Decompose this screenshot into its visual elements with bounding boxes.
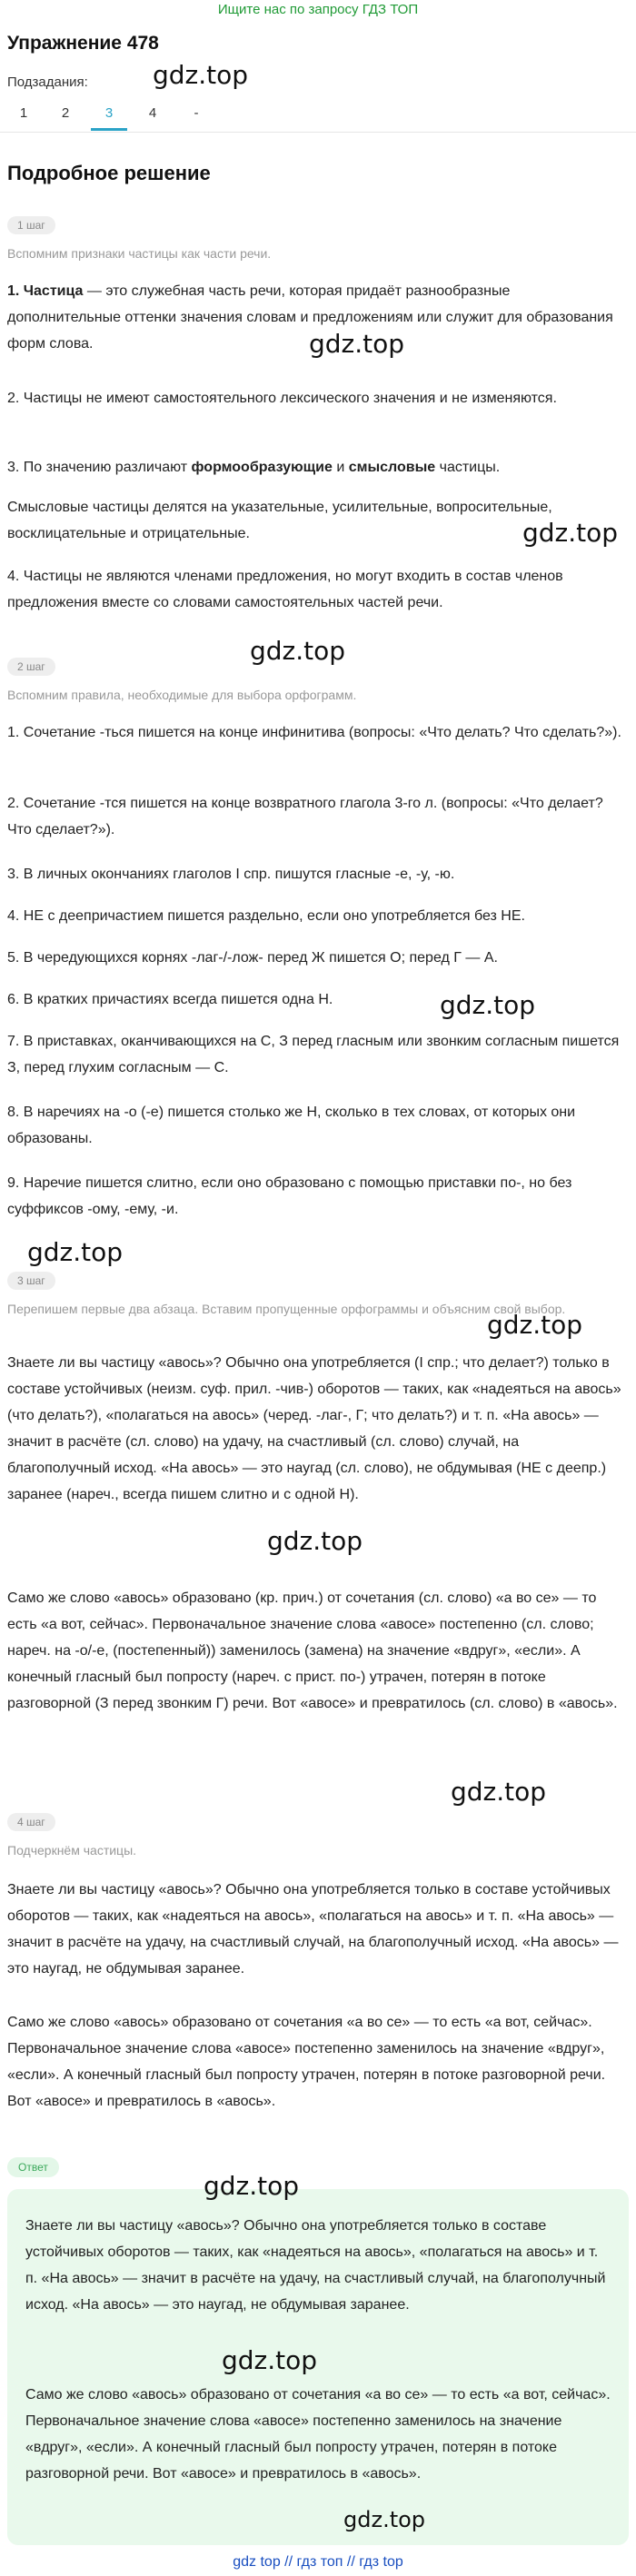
answer-badge: Ответ xyxy=(7,2157,59,2177)
footer-link[interactable]: гдз топ xyxy=(296,2554,343,2570)
step-description: Перепишем первые два абзаца. Вставим пропущенные орфограммы и объясним свой выбор. xyxy=(7,1302,566,1316)
footer-separator: // xyxy=(284,2554,293,2570)
step-description: Вспомним признаки частицы как части речи. xyxy=(7,246,272,261)
watermark: gdz.top xyxy=(487,1310,583,1340)
watermark: gdz.top xyxy=(440,990,536,1020)
subtask-tabs xyxy=(0,102,636,133)
step-4 xyxy=(7,1813,625,1860)
tab-2[interactable]: 2 xyxy=(61,105,70,121)
step2-rule-2: 2. Сочетание -тся пишется на конце возвратного глагола 3-го л. (вопросы: «Что делает? Что сделает?»). xyxy=(7,796,603,837)
step2-rule-4: 4. НЕ с деепричастием пишется раздельно, если оно употребляется без НЕ. xyxy=(7,908,525,924)
watermark: gdz.top xyxy=(204,2171,300,2201)
step2-rule-8: 8. В наречиях на -о (-е) пишется столько же Н, сколько в тех словах, от которых они образованы. xyxy=(7,1105,576,1146)
footer-link[interactable]: гдз top xyxy=(359,2554,403,2570)
step-1 xyxy=(7,216,625,263)
step2-rule-9: 9. Наречие пишется слитно, если оно образовано с помощью приставки по-, но без суффиксов -ому, -ему, -и. xyxy=(7,1175,572,1217)
answer-paragraph-1: Знаете ли вы частицу «авось»? Обычно она употребляется только в составе устойчивых оборотов — таких, как «надеяться на авось», «полагаться на авось» и т. п. «На авось» — значит в расчёте на удачу, на счастливый случай, на благополучный исход. «На авось» — это наугад, не обдумывая заранее. xyxy=(25,2218,606,2313)
step3-paragraph-1: Знаете ли вы частицу «авось»? Обычно она употребляется (I спр.; что делает?) только в составе устойчивых (неизм. суф. прил. -чив-) оборотов — таких, как «надеяться на авось» (что делать?), «полагаться на авось» (черед. -лаг-, Г; что делать?) и т. п. «На авось» — значит в расчёте (сл. слово) на удачу, на счастливый (сл. слово) случай, на благополучный исход. «На авось» — это наугад (сл. слово), не обдумывая (НЕ с деепр.) заранее (нареч., всегда пишем слитно и с одной Н). xyxy=(7,1355,621,1502)
tab-1[interactable]: 1 xyxy=(19,105,28,121)
watermark: gdz.top xyxy=(522,518,619,548)
watermark: gdz.top xyxy=(267,1526,363,1556)
step-badge: 2 шаг xyxy=(7,658,55,676)
step2-rule-3: 3. В личных окончаниях глаголов I спр. пишутся гласные -е, -у, -ю. xyxy=(7,867,455,882)
tab-3[interactable]: 3 xyxy=(91,105,127,131)
footer-separator: // xyxy=(346,2554,355,2570)
step-2 xyxy=(7,658,625,705)
subtasks-label: Подзадания: xyxy=(7,74,88,90)
answer-box xyxy=(7,2189,629,2545)
watermark: gdz.top xyxy=(451,1777,547,1807)
step-badge: 1 шаг xyxy=(7,216,55,234)
term-semantic: смысловые xyxy=(348,460,436,475)
step-3 xyxy=(7,1272,625,1319)
step1-paragraph-3: 3. По значению различают формообразующие и смысловые частицы. xyxy=(7,460,501,475)
step-description: Вспомним правила, необходимые для выбора орфограмм. xyxy=(7,688,357,702)
step-badge: 3 шаг xyxy=(7,1272,55,1290)
term-particle: 1. Частица xyxy=(7,283,84,299)
watermark: gdz.top xyxy=(309,329,405,359)
section-title: Подробное решение xyxy=(7,162,211,184)
step2-rule-5: 5. В чередующихся корнях -лаг-/-лож- перед Ж пишется О; перед Г — А. xyxy=(7,950,498,966)
answer-paragraph-2: Само же слово «авось» образовано от сочетания «а во се» — то есть «а вот, сейчас». Первоначальное значение слова «авосе» постепенно заменилось на значение «вдруг», «если». А конечный гласный был попросту утрачен, потерян в потоке разговорной речи. Вот «авосе» и превратилось в «авось». xyxy=(25,2387,611,2482)
tab-more[interactable]: - xyxy=(194,105,199,121)
step1-paragraph-1: 1. Частица — это служебная часть речи, которая придаёт разнообразные дополнительные оттенки значения словам и предложениям или служит для образования форм слова. xyxy=(7,283,613,352)
step1-paragraph-2: 2. Частицы не имеют самостоятельного лексического значения и не изменяются. xyxy=(7,391,557,406)
step-description: Подчеркнём частицы. xyxy=(7,1843,137,1858)
watermark: gdz.top xyxy=(27,1237,124,1267)
page-title: Упражнение 478 xyxy=(7,33,159,54)
step-badge: 4 шаг xyxy=(7,1813,55,1831)
step2-rule-7: 7. В приставках, оканчивающихся на С, З перед гласным или звонким согласным пишется З, перед глухим согласным — С. xyxy=(7,1034,620,1075)
step2-rule-6: 6. В кратких причастиях всегда пишется одна Н. xyxy=(7,992,333,1007)
step1-paragraph-4: Смысловые частицы делятся на указательные, усилительные, вопросительные, восклицательные и отрицательные. xyxy=(7,500,552,541)
step2-rule-1: 1. Сочетание -ться пишется на конце инфинитива (вопросы: «Что делать? Что сделать?»). xyxy=(7,725,621,740)
top-banner[interactable]: Ищите нас по запросу ГДЗ ТОП xyxy=(217,2,419,17)
watermark: gdz.top xyxy=(153,60,249,90)
watermark: gdz.top xyxy=(250,636,346,666)
watermark: gdz.top xyxy=(343,2507,426,2532)
step3-paragraph-2: Само же слово «авось» образовано (кр. прич.) от сочетания (сл. слово) «а во се» — то есть «а вот, сейчас». Первоначальное значение слова «авосе» постепенно (сл. слово; нареч. на -о/-е, (постепенный)) заменилось (замена) на значение «вдруг», «если». А конечный гласный был попросту (нареч. с прист. по-) утрачен, потерян в потоке разговорной (З перед звонким Г) речи. Вот «авосе» и превратилось (сл. слово) в «авось». xyxy=(7,1590,618,1711)
footer-links xyxy=(0,2554,636,2571)
tab-4[interactable]: 4 xyxy=(148,105,157,121)
term-formative: формообразующие xyxy=(191,460,333,475)
watermark: gdz.top xyxy=(222,2345,318,2375)
step4-paragraph-2: Само же слово «авось» образовано от сочетания «а во се» — то есть «а вот, сейчас». Первоначальное значение слова «авосе» постепенно заменилось на значение «вдруг», «если». А конечный гласный был попросту утрачен, потерян в потоке разговорной речи. Вот «авосе» и превратилось в «авось». xyxy=(7,2015,606,2109)
step1-paragraph-5: 4. Частицы не являются членами предложения, но могут входить в состав членов предложения вместе со словами самостоятельных частей речи. xyxy=(7,569,563,610)
step4-paragraph-1: Знаете ли вы частицу «авось»? Обычно она употребляется только в составе устойчивых оборотов — таких, как «надеяться на авось», «полагаться на авось» и т. п. «На авось» — значит в расчёте на удачу, на счастливый случай, на благополучный исход. «На авось» — это наугад, не обдумывая заранее. xyxy=(7,1882,619,1977)
footer-link[interactable]: gdz top xyxy=(233,2554,281,2570)
